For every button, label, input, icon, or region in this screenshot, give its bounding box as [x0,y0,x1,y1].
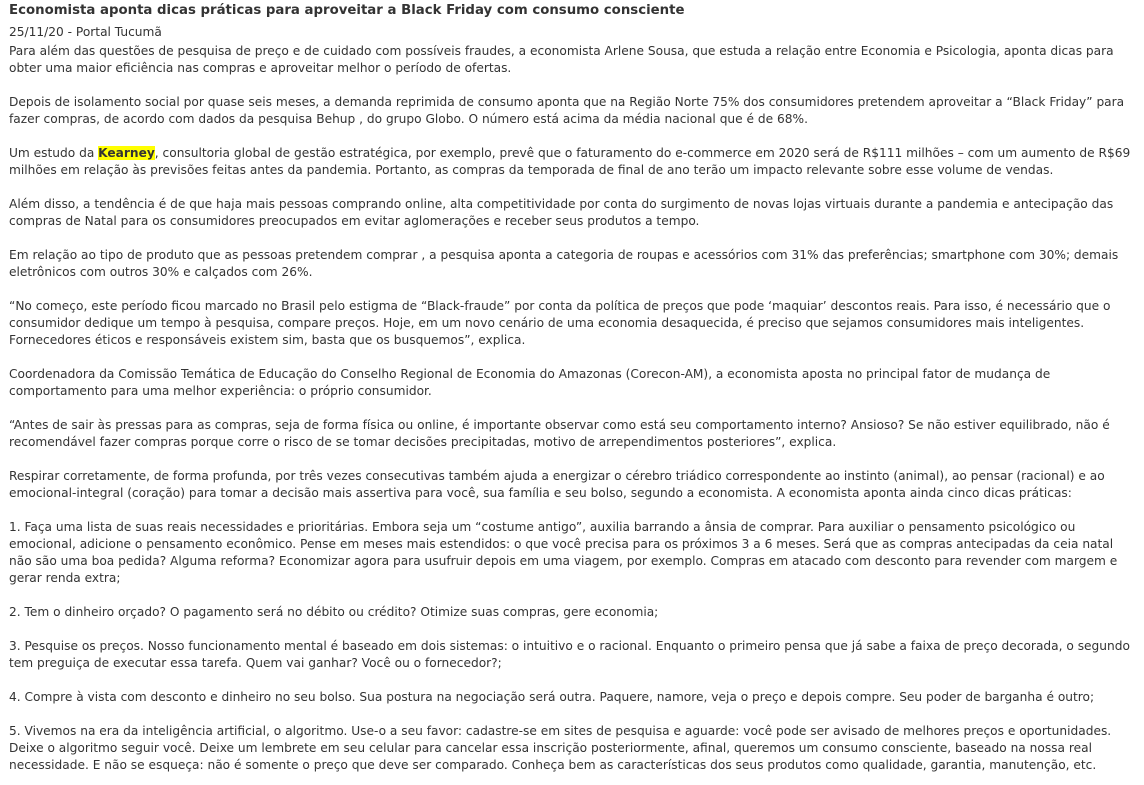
paragraph-7: Coordenadora da Comissão Temática de Educação do Conselho Regional de Economia do Amazonas (Corecon-AM), a economista aposta no principal fator de mudança de comportamento para uma melhor experiência: o próprio consumidor. [9,367,1051,398]
paragraph-9: Respirar corretamente, de forma profunda, por três vezes consecutivas também ajuda a energizar o cérebro triádico correspondente ao instinto (animal), ao pensar (racional) e ao emocional-integral (coração) para tomar a decisão mais assertiva para você, sua família e seu bolso, segundo a economista. A economista aponta ainda cinco dicas práticas: [9,469,1105,500]
paragraph-8: “Antes de sair às pressas para as compras, seja de forma física ou online, é importante observar como está seu comportamento interno? Ansioso? Se não estiver equilibrado, não é recomendável fazer compras porque corre o risco de se tomar decisões precipitadas, motivo de arrependimentos posteriores”, explica. [9,418,1110,449]
tip-3: 3. Pesquise os preços. Nosso funcionamento mental é baseado em dois sistemas: o intuitivo e o racional. Enquanto o primeiro pensa que já sabe a faixa de preço decorada, o segundo tem preguiça de executar essa tarefa. Quem vai ganhar? Você ou o fornecedor?; [9,639,1130,670]
meta-separator: - [63,25,76,39]
tip-2: 2. Tem o dinheiro orçado? O pagamento será no débito ou crédito? Otimize suas compras, gere economia; [9,605,659,619]
highlighted-term: Kearney [98,146,155,160]
paragraph-3 [9,145,1135,179]
paragraph-4: Além disso, a tendência é de que haja mais pessoas comprando online, alta competitividade por conta do surgimento de novas lojas virtuais durante a pandemia e antecipação das compras de Natal para os consumidores preocupados em evitar aglomerações e receber seus produtos a tempo. [9,197,1114,228]
tip-1: 1. Faça uma lista de suas reais necessidades e prioritárias. Embora seja um “costume antigo”, auxilia barrando a ânsia de comprar. Para auxiliar o pensamento psicológico ou emocional, adicione o pensamento econômico. Pense em meses mais estendidos: o que você precisa para os próximos 3 a 6 meses. Será que as compras antecipadas da ceia natal não são uma boa pedida? Alguma reforma? Economizar agora para usufruir depois em uma viagem, por exemplo. Compras em atacado com desconto para revender com margem e gerar renda extra; [9,520,1118,585]
paragraph-5: Em relação ao tipo de produto que as pessoas pretendem comprar , a pesquisa aponta a categoria de roupas e acessórios com 31% das preferências; smartphone com 30%; demais eletrônicos com outros 30% e calçados com 26%. [9,248,1119,279]
article-title: Economista aponta dicas práticas para aproveitar a Black Friday com consumo consciente [9,3,685,18]
tip-5: 5. Vivemos na era da inteligência artificial, o algoritmo. Use-o a seu favor: cadastre-se em sites de pesquisa e aguarde: você pode ser avisado de melhores preços e oportunidades. Deixe o algoritmo seguir você. Deixe um lembrete em seu celular para cancelar essa inscrição posteriormente, afinal, queremos um consumo consciente, baseado na nossa real necessidade. E não se esqueça: não é somente o preço que deve ser comparado. Conheça bem as características dos seus produtos como qualidade, garantia, manutenção, etc. [9,724,1112,772]
article-date: 25/11/20 [9,25,64,39]
article-source: Portal Tucumã [75,25,162,39]
paragraph-3-rest: , consultoria global de gestão estratégica, por exemplo, prevê que o faturamento do e-commerce em 2020 será de R$111 milhões – com um aumento de R$69 milhões em relação às previsões feitas antes da pandemia. Portanto, as compras da temporada de final de ano terão um impacto relevante sobre esse volume de vendas. [9,146,1131,177]
paragraph-6: “No começo, este período ficou marcado no Brasil pelo estigma de “Black-fraude” por conta da política de preços que pode ‘maquiar’ descontos reais. Para isso, é necessário que o consumidor dedique um tempo à pesquisa, compare preços. Hoje, em um novo cenário de uma economia desaquecida, é preciso que sejamos consumidores mais inteligentes. Fornecedores éticos e responsáveis existem sim, basta que os busquemos”, explica. [9,299,1111,347]
paragraph-3-lead: Um estudo da [9,146,99,160]
paragraph-2: Depois de isolamento social por quase seis meses, a demanda reprimida de consumo aponta que na Região Norte 75% dos consumidores pretendem aproveitar a “Black Friday” para fazer compras, de acordo com dados da pesquisa Behup , do grupo Globo. O número está acima da média nacional que é de 68%. [9,95,1125,126]
article-meta [9,24,1135,41]
tip-4: 4. Compre à vista com desconto e dinheiro no seu bolso. Sua postura na negociação será outra. Paquere, namore, veja o preço e depois compre. Seu poder de barganha é outro; [9,690,1095,704]
paragraph-1: Para além das questões de pesquisa de preço e de cuidado com possíveis fraudes, a economista Arlene Sousa, que estuda a relação entre Economia e Psicologia, aponta dicas para obter uma maior eficiência nas compras e aproveitar melhor o período de ofertas. [9,44,1114,75]
